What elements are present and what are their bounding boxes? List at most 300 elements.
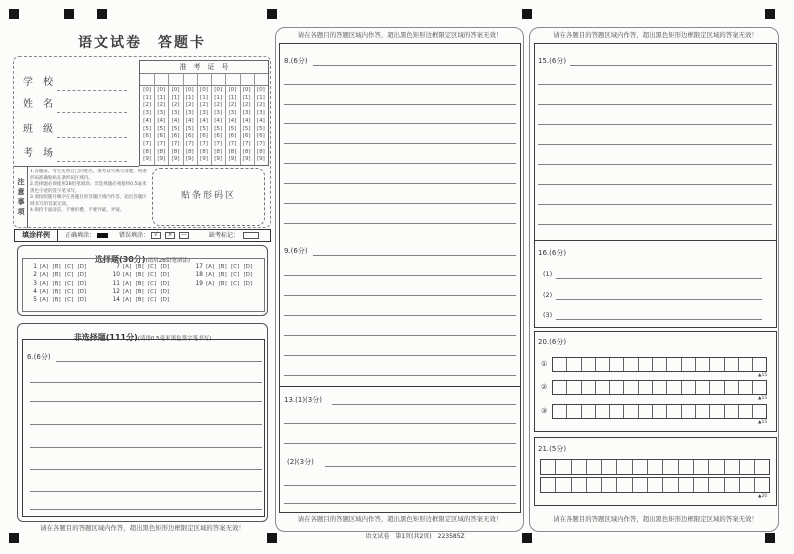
warning-text: 请在各题目的答题区域内作答，超出黑色矩形边框限定区域的答案无效！	[297, 515, 503, 523]
notice-top-divider	[14, 166, 139, 167]
answer-grid-cell	[625, 358, 639, 371]
answer-grid-cell	[696, 381, 710, 394]
choice-option-bubble: [A]	[40, 264, 49, 270]
exam-number-digit-bubble: [2]	[256, 102, 265, 109]
wrong-fill-cross-sample: ×	[165, 232, 175, 239]
choice-option-bubble: [A]	[123, 288, 132, 295]
answer-grid-cell	[618, 460, 633, 474]
choice-question-number: 18	[195, 272, 203, 279]
warning-text: 请在各题目的答题区域内作答，超出黑色矩形边框限定区域的答案无效！	[40, 524, 245, 532]
registration-mark	[64, 9, 74, 19]
class-field-line	[57, 137, 127, 138]
choice-option-bubble: [D]	[77, 297, 87, 304]
exam-number-digit-bubble: [4]	[171, 117, 180, 124]
answer-writing-line	[284, 203, 516, 204]
answer-writing-line	[284, 84, 516, 85]
answer-writing-line	[538, 124, 772, 125]
answer-writing-line	[284, 295, 516, 296]
exam-number-digit-bubble: [4]	[185, 117, 194, 124]
choice-option-bubble: [D]	[160, 297, 170, 304]
choice-option-bubble: [D]	[160, 272, 170, 279]
answer-grid-cell	[696, 405, 710, 418]
registration-mark	[522, 533, 532, 543]
choice-question-number: 3	[33, 280, 37, 287]
answer-grid-cell	[679, 460, 694, 474]
answer-writing-line	[284, 335, 516, 336]
exam-number-digit-bubble: [9]	[171, 156, 180, 163]
choice-option-bubble: [C]	[231, 264, 240, 270]
answer-grid-cell	[739, 405, 753, 418]
answer-writing-line	[570, 65, 772, 66]
choice-title: 选择题(30分)	[94, 255, 146, 264]
non-choice-note: (请用0.5毫米黑色签字笔书写)	[137, 336, 212, 342]
answer-grid-cell	[667, 358, 681, 371]
registration-mark	[765, 9, 775, 19]
exam-number-grid	[139, 60, 269, 166]
exam-number-digit-bubble: [5]	[185, 125, 194, 132]
answer-writing-line	[313, 65, 516, 66]
choice-note: (请用2B铅笔填涂)	[145, 258, 191, 264]
school-label: 学 校	[23, 77, 53, 88]
answer-grid-cell	[567, 405, 581, 418]
exam-number-digit-bubble: [5]	[214, 125, 223, 132]
exam-number-digit-bubble: [1]	[242, 94, 251, 101]
exam-number-digit-bubble: [9]	[256, 156, 265, 163]
choice-option-bubble: [C]	[65, 288, 74, 295]
answer-grid-cell	[653, 405, 667, 418]
answer-writing-line	[538, 84, 772, 85]
exam-number-digit-bubble: [3]	[242, 110, 251, 117]
answer-grid-cell	[694, 460, 709, 474]
question-20-label: 20.(6分)	[538, 338, 567, 346]
wrong-fill-dash-sample: —	[179, 232, 189, 239]
exam-number-title: 准 考 证 号	[179, 63, 229, 71]
exam-number-digit-bubble: [2]	[143, 102, 152, 109]
answer-writing-line	[284, 123, 516, 124]
exam-number-digit-bubble: [9]	[157, 156, 166, 163]
answer-grid-cell	[653, 358, 667, 371]
registration-mark	[97, 9, 107, 19]
notice-item: 2.选择题必须使用2B铅笔填涂；非选择题必须使用0.5毫米黑色字迹的签字笔书写。	[30, 182, 147, 194]
answer-grid-cell	[556, 478, 571, 492]
choice-option-bubble: [C]	[65, 272, 74, 279]
answer-writing-line	[284, 163, 516, 164]
exam-number-digit-bubble: [3]	[256, 110, 265, 117]
answer-grid-cell	[740, 478, 755, 492]
choice-option-bubble: [C]	[65, 297, 74, 304]
exam-number-digit-bubble: [7]	[242, 140, 251, 147]
exam-number-digit-bubble: [6]	[256, 133, 265, 140]
exam-number-digit-bubble: [5]	[157, 125, 166, 132]
exam-number-digit-bubble: [7]	[228, 140, 237, 147]
choice-option-bubble: [B]	[135, 264, 144, 270]
answer-grid-cell	[709, 478, 724, 492]
choice-question-number: 17	[195, 264, 203, 270]
exam-number-digit-bubble: [0]	[200, 87, 208, 93]
question-9-label: 9.(6分)	[284, 247, 308, 255]
answer-grid-cell	[618, 478, 633, 492]
answer-grid-cell	[541, 478, 556, 492]
exam-number-digit-bubble: [8]	[200, 148, 208, 155]
exam-number-digit-bubble: [8]	[171, 148, 180, 155]
answer-grid-cell	[682, 405, 696, 418]
question-20-row-label: ②	[541, 383, 548, 391]
exam-number-digit-bubble: [6]	[200, 133, 208, 140]
answer-writing-line	[538, 224, 772, 225]
answer-writing-line	[30, 424, 262, 425]
registration-mark	[9, 9, 19, 19]
answer-grid-cell	[567, 358, 581, 371]
exam-number-digit-bubble: [2]	[200, 102, 208, 109]
choice-option-bubble: [B]	[52, 272, 61, 279]
fill-example-label: 填涂样例	[15, 230, 58, 241]
choice-question-number: 19	[195, 280, 203, 287]
wrong-fill-check-sample: √	[151, 232, 161, 239]
choice-question-number: 14	[112, 297, 120, 304]
choice-option-bubble: [B]	[218, 272, 227, 279]
answer-writing-line	[30, 382, 262, 383]
choice-option-bubble: [A]	[123, 272, 132, 279]
answer-grid-cell	[709, 460, 724, 474]
answer-grid-cell	[739, 358, 753, 371]
question-16-part-2-label: (2)	[543, 291, 553, 299]
exam-number-digit-bubble: [6]	[143, 133, 152, 140]
answer-grid-cell	[610, 405, 624, 418]
exam-number-digit-bubble: [1]	[157, 94, 166, 101]
question-20-char-count-marker: ▲15	[758, 373, 768, 378]
exam-number-digit-bubble: [0]	[185, 87, 194, 93]
choice-option-bubble: [C]	[148, 280, 157, 287]
answer-grid-cell	[639, 405, 653, 418]
question-16-label: 16.(6分)	[538, 249, 567, 257]
answer-writing-line	[284, 223, 516, 224]
answer-grid-cell	[639, 358, 653, 371]
choice-option-bubble: [A]	[123, 280, 132, 287]
answer-writing-line	[56, 361, 262, 362]
exam-number-digit-bubble: [0]	[171, 87, 180, 93]
correct-fill-label: 正确填涂：	[65, 232, 96, 239]
choice-option-bubble: [C]	[231, 280, 240, 287]
answer-grid-cell	[696, 358, 710, 371]
answer-grid-cell	[610, 358, 624, 371]
answer-grid-cell	[710, 381, 724, 394]
choice-option-bubble: [A]	[40, 272, 49, 279]
school-field-line	[57, 90, 127, 91]
answer-grid-cell	[739, 381, 753, 394]
exam-number-digit-bubble: [9]	[214, 156, 223, 163]
exam-number-digit-bubble: [3]	[185, 110, 194, 117]
exam-number-digit-bubble: [8]	[228, 148, 237, 155]
answer-grid-cell	[710, 358, 724, 371]
exam-number-digit-bubble: [1]	[256, 94, 265, 101]
choice-option-bubble: [B]	[135, 272, 144, 279]
answer-grid-cell	[596, 358, 610, 371]
exam-number-digit-bubble: [3]	[143, 110, 152, 117]
question-20-char-count-marker: ▲15	[758, 420, 768, 425]
exam-number-digit-bubble: [4]	[214, 117, 223, 124]
choice-option-bubble: [A]	[123, 297, 132, 304]
answer-grid-cell	[596, 405, 610, 418]
exam-number-digit-bubble: [1]	[200, 94, 208, 101]
choice-option-bubble: [D]	[243, 272, 253, 279]
exam-number-digit-bubble: [2]	[157, 102, 166, 109]
choice-answer-area	[22, 258, 265, 312]
exam-number-digit-bubble: [7]	[185, 140, 194, 147]
exam-number-digit-bubble: [9]	[242, 156, 251, 163]
answer-grid-cell	[553, 381, 567, 394]
non-choice-title: 非选择题(111分)	[73, 333, 138, 342]
exam-number-digit-bubble: [9]	[200, 156, 208, 163]
answer-grid-cell	[725, 478, 740, 492]
answer-grid-row	[552, 404, 767, 419]
choice-question-number: 7	[116, 264, 120, 270]
answer-grid-cell	[710, 405, 724, 418]
answer-writing-line	[284, 423, 516, 424]
exam-number-digit-bubble: [3]	[214, 110, 223, 117]
choice-option-bubble: [C]	[148, 272, 157, 279]
registration-mark	[765, 533, 775, 543]
answer-grid-cell	[667, 405, 681, 418]
question-8-label: 8.(6分)	[284, 57, 308, 65]
choice-option-bubble: [B]	[135, 288, 144, 295]
exam-number-digit-bubble: [4]	[143, 117, 152, 124]
exam-number-digit-bubble: [0]	[242, 87, 251, 93]
answer-writing-line	[284, 355, 516, 356]
question-21-label: 21.(5分)	[538, 445, 567, 453]
exam-number-digit-bubble: [9]	[143, 156, 152, 163]
exam-number-digit-bubble: [2]	[185, 102, 194, 109]
answer-grid-cell	[648, 478, 663, 492]
choice-question-number: 1	[33, 264, 37, 270]
answer-grid-cell	[633, 460, 648, 474]
notice-item: 3.请按照题号顺序在各题目的答题区域内作答，超出答题区域书写的答案无效。	[30, 195, 147, 207]
choice-question-number: 4	[33, 288, 37, 295]
exam-number-digit-bubble: [0]	[157, 87, 166, 93]
choice-option-bubble: [B]	[218, 280, 227, 287]
exam-number-digit-bubble: [7]	[200, 140, 208, 147]
sheet-title: 语文试卷 答题卡	[78, 35, 206, 51]
choice-option-bubble: [A]	[206, 264, 215, 270]
choice-option-bubble: [A]	[40, 288, 49, 295]
exam-number-digit-bubble: [6]	[185, 133, 194, 140]
exam-number-digit-bubble: [5]	[143, 125, 152, 132]
answer-grid-cell	[639, 381, 653, 394]
exam-number-digit-bubble: [1]	[214, 94, 223, 101]
choice-question-number: 10	[112, 272, 120, 279]
choice-option-bubble: [A]	[40, 280, 49, 287]
answer-grid-cell	[682, 358, 696, 371]
choice-option-bubble: [B]	[52, 288, 61, 295]
warning-text: 请在各题目的答题区域内作答，超出黑色矩形边框限定区域的答案无效！	[553, 31, 758, 39]
answer-grid-cell	[694, 478, 709, 492]
answer-grid-cell	[725, 381, 739, 394]
answer-writing-line	[284, 143, 516, 144]
exam-number-digit-bubble: [1]	[228, 94, 237, 101]
answer-grid-cell	[648, 460, 663, 474]
choice-option-bubble: [D]	[77, 272, 87, 279]
answer-writing-line	[556, 319, 762, 320]
exam-number-digit-bubble: [8]	[242, 148, 251, 155]
answer-writing-line	[538, 144, 772, 145]
answer-writing-line	[30, 401, 262, 402]
exam-number-digit-bubble: [4]	[256, 117, 265, 124]
choice-question-number: 2	[33, 272, 37, 279]
question-13-part-1-label: 13.(1)(3分)	[284, 396, 322, 404]
answer-grid-cell	[740, 460, 755, 474]
answer-grid-cell	[587, 460, 602, 474]
exam-number-digit-bubble: [2]	[171, 102, 180, 109]
answer-grid-cell	[553, 405, 567, 418]
answer-grid-cell	[725, 405, 739, 418]
answer-grid-cell	[679, 478, 694, 492]
choice-option-bubble: [D]	[160, 288, 170, 295]
exam-number-header-divider	[140, 73, 268, 74]
answer-grid-cell	[725, 460, 740, 474]
answer-writing-line	[30, 469, 262, 470]
exam-number-digit-bubble: [5]	[228, 125, 237, 132]
registration-mark	[267, 533, 277, 543]
answer-writing-line	[284, 503, 516, 504]
exam-number-digit-bubble: [4]	[242, 117, 251, 124]
question-16-part-3-label: (3)	[543, 311, 553, 319]
notice-label-divider	[27, 166, 28, 228]
choice-option-bubble: [D]	[160, 264, 170, 270]
answer-grid-cell	[587, 478, 602, 492]
exam-number-digit-bubble: [7]	[143, 140, 152, 147]
answer-grid-cell	[653, 381, 667, 394]
exam-number-digit-bubble: [0]	[214, 87, 223, 93]
answer-grid-cell	[553, 358, 567, 371]
warning-text: 请在各题目的答题区域内作答，超出黑色矩形边框限定区域的答案无效！	[297, 31, 503, 39]
notice-item: 4.保持卡面清洁，不要折叠，不要弄破、弄皱。	[30, 208, 125, 213]
exam-number-digit-bubble: [3]	[228, 110, 237, 117]
exam-number-digit-bubble: [3]	[157, 110, 166, 117]
answer-grid-cell	[572, 478, 587, 492]
question-13-divider	[279, 386, 521, 387]
notice-item: 1.答题前，考生先将自己的姓名、准考证号填写清楚，将条形码准确粘贴在条形码区域内。	[30, 169, 147, 181]
exam-number-digit-bubble: [5]	[200, 125, 208, 132]
exam-number-digit-bubble: [4]	[157, 117, 166, 124]
exam-number-digit-bubble: [5]	[256, 125, 265, 132]
answer-grid-cell	[625, 381, 639, 394]
question-16-part-1-label: (1)	[543, 270, 553, 278]
footer-page-number: 第1页(共2页)	[395, 533, 432, 540]
exam-number-digit-bubble: [5]	[242, 125, 251, 132]
exam-number-digit-bubble: [1]	[143, 94, 152, 101]
name-field-line	[57, 112, 127, 113]
exam-number-digit-bubble: [6]	[214, 133, 223, 140]
registration-mark	[522, 9, 532, 19]
choice-option-bubble: [C]	[231, 272, 240, 279]
answer-writing-line	[284, 443, 516, 444]
answer-writing-line	[538, 184, 772, 185]
answer-grid-cell	[582, 405, 596, 418]
answer-grid-cell	[582, 358, 596, 371]
question-15-area	[534, 43, 777, 241]
question-15-label: 15.(6分)	[538, 57, 567, 65]
correct-fill-sample	[97, 233, 108, 238]
exam-number-digit-bubble: [0]	[143, 87, 152, 93]
answer-writing-line	[284, 485, 516, 486]
exam-number-digit-bubble: [0]	[228, 87, 237, 93]
footer-subject: 语文试卷	[365, 533, 390, 540]
choice-question-number: 12	[112, 288, 120, 295]
exam-number-digit-bubble: [3]	[171, 110, 180, 117]
answer-writing-line	[313, 255, 516, 256]
answer-grid-cell	[610, 381, 624, 394]
answer-grid-cell	[556, 460, 571, 474]
choice-option-bubble: [C]	[65, 264, 74, 270]
answer-grid-row	[552, 380, 767, 395]
choice-option-bubble: [D]	[77, 264, 87, 270]
exam-room-label: 考 场	[23, 148, 53, 159]
page-footer	[320, 534, 510, 540]
answer-writing-line	[30, 447, 262, 448]
choice-option-bubble: [B]	[135, 297, 144, 304]
choice-question-number: 11	[112, 280, 120, 287]
choice-option-bubble: [B]	[135, 280, 144, 287]
answer-writing-line	[325, 466, 516, 467]
exam-number-digit-bubble: [7]	[171, 140, 180, 147]
choice-option-bubble: [C]	[148, 297, 157, 304]
exam-number-digit-bubble: [9]	[228, 156, 237, 163]
choice-option-bubble: [B]	[218, 264, 227, 270]
answer-grid-cell	[725, 358, 739, 371]
answer-grid-row	[552, 357, 767, 372]
registration-mark	[267, 9, 277, 19]
answer-grid-row	[540, 477, 770, 493]
answer-writing-line	[538, 204, 772, 205]
exam-number-digit-bubble: [8]	[143, 148, 152, 155]
question-20-row-label: ①	[541, 360, 548, 368]
answer-writing-line	[30, 509, 262, 510]
barcode-area-label: 贴条形码区	[180, 191, 236, 201]
absent-mark-box	[243, 232, 259, 239]
choice-option-bubble: [A]	[206, 280, 215, 287]
wrong-fill-label: 错误填涂：	[119, 232, 150, 239]
choice-option-bubble: [C]	[148, 288, 157, 295]
warning-text: 请在各题目的答题区域内作答，超出黑色矩形边框限定区域的答案无效！	[553, 515, 758, 523]
answer-grid-cell	[663, 478, 678, 492]
choice-option-bubble: [D]	[77, 288, 87, 295]
answer-writing-line	[284, 275, 516, 276]
question-21-char-count-marker: ▲20	[758, 494, 768, 499]
answer-grid-cell	[667, 381, 681, 394]
choice-option-bubble: [B]	[52, 280, 61, 287]
exam-number-digit-bubble: [2]	[242, 102, 251, 109]
choice-option-bubble: [A]	[40, 297, 49, 304]
exam-number-digit-bubble: [6]	[228, 133, 237, 140]
answer-grid-cell	[582, 381, 596, 394]
answer-grid-cell	[633, 478, 648, 492]
answer-writing-line	[556, 278, 762, 279]
answer-grid-cell	[602, 478, 617, 492]
answer-writing-line	[284, 315, 516, 316]
notice-label: 注意事项	[17, 178, 25, 218]
exam-number-digit-bubble: [4]	[228, 117, 237, 124]
choice-option-bubble: [C]	[148, 264, 157, 270]
exam-number-digit-bubble: [9]	[185, 156, 194, 163]
exam-number-digit-bubble: [8]	[256, 148, 265, 155]
answer-writing-line	[284, 183, 516, 184]
choice-option-bubble: [D]	[160, 280, 170, 287]
exam-number-digit-bubble: [0]	[256, 87, 265, 93]
absent-mark-label: 缺考标记：	[209, 232, 240, 239]
answer-writing-line	[556, 299, 762, 300]
registration-mark	[9, 533, 19, 543]
exam-number-digit-bubble: [8]	[214, 148, 223, 155]
answer-writing-line	[284, 104, 516, 105]
